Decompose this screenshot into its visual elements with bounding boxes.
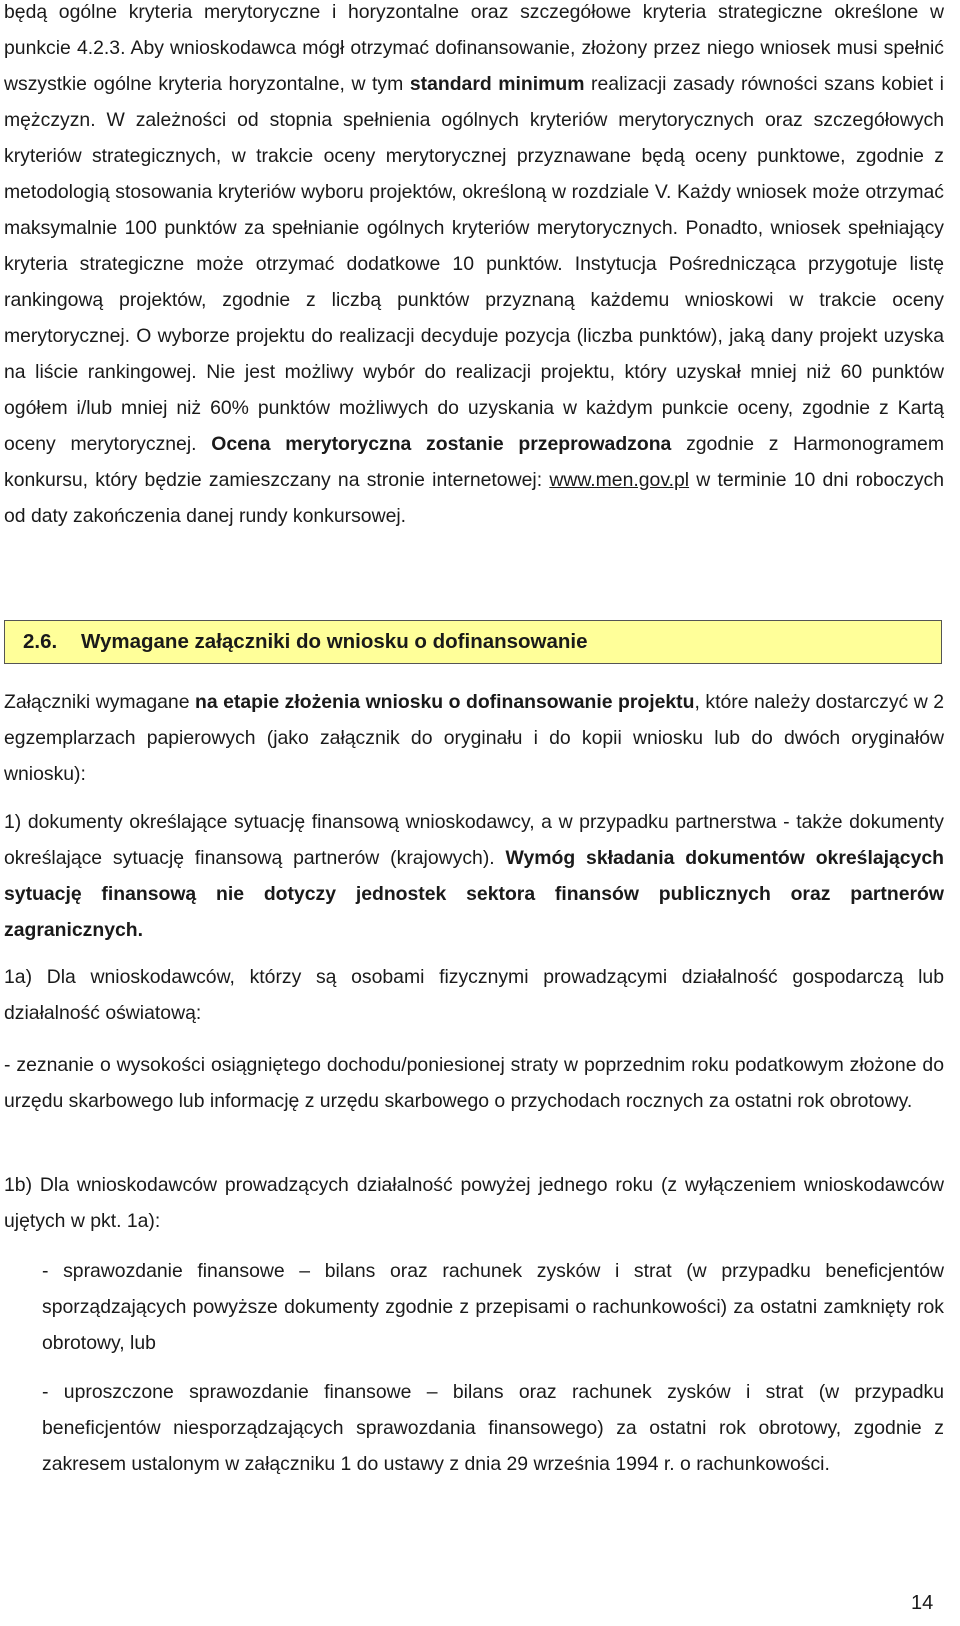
item-1b-text: 1b) Dla wnioskodawców prowadzących działalność powyżej jednego roku (z wyłączeniem wnioskodawców ujętych w pkt. 1a):: [4, 1174, 944, 1232]
intro-bold-assessment: Ocena merytoryczna zostanie przeprowadzona: [211, 433, 672, 455]
page-number: 14: [911, 1592, 934, 1614]
intro-text-2: realizacji zasady równości szans kobiet i mężczyzn. W zależności od stopnia spełnienia ogólnych kryteriów merytorycznych oraz szczegółowych kryteriów strategicznych, w trakcie oceny merytorycznej przyznawane będą oceny punktowe, zgodnie z metodologią stosowania kryteriów wyboru projektów, określoną w rozdziale V. Każdy wniosek może otrzymać maksymalnie 100 punktów za spełnianie ogólnych kryteriów merytorycznych. Ponadto, wniosek spełniający kryteria strategiczne może otrzymać dodatkowe 10 punktów. Instytucja Pośrednicząca przygotuje listę rankingową projektów, zgodnie z liczbą punktów przyznaną każdemu wnioskowi w trakcie oceny merytorycznej. O wyborze projektu do realizacji decyduje pozycja (liczba punktów), jaką dany projekt uzyska na liście rankingowej. Nie jest możliwy wybór do realizacji projektu, który uzyskał mniej niż 60 punktów ogółem i/lub mniej niż 60% punktów możliwych do uzyskania w każdym punkcie oceny, zgodnie z Kartą oceny merytorycznej.: [4, 73, 944, 455]
item-1b-detail-1-text: - sprawozdanie finansowe – bilans oraz rachunek zysków i strat (w przypadku beneficjentów sporządzających powyższe dokumenty zgodnie z przepisami o rachunkowości) za ostatni zamknięty rok obrotowy, lub: [42, 1260, 944, 1354]
attachments-text-2: , które należy dostarczyć w 2 egzemplarzach papierowych (jako załącznik do oryginału i do kopii wniosku lub do dwóch oryginałów wniosku):: [4, 691, 944, 785]
section-heading-box: [4, 620, 942, 664]
item-1a-detail-paragraph: [4, 1047, 944, 1119]
item-1-paragraph: [4, 804, 944, 948]
intro-text-4: w terminie 10 dni roboczych od daty zakończenia danej rundy konkursowej.: [4, 469, 944, 527]
section-title: Wymagane załączniki do wniosku o dofinansowanie: [81, 630, 588, 653]
intro-text-3: zgodnie z Harmonogramem konkursu, który będzie zamieszczany na stronie internetowej:: [4, 433, 944, 491]
intro-text-1: będą ogólne kryteria merytoryczne i horyzontalne oraz szczegółowe kryteria strategiczne określone w punkcie 4.2.3. Aby wnioskodawca mógł otrzymać dofinansowanie, złożony przez niego wniosek musi spełnić wszystkie ogólne kryteria horyzontalne, w tym: [4, 1, 944, 95]
attachments-bold: na etapie złożenia wniosku o dofinansowanie projektu: [194, 691, 695, 713]
item-1b-detail-1-paragraph: [42, 1253, 944, 1361]
intro-bold-standard: standard minimum: [409, 73, 585, 95]
item-1-text: 1) dokumenty określające sytuację finansową wnioskodawcy, a w przypadku partnerstwa - także dokumenty określające sytuację finansową partnerów (krajowych).: [4, 811, 944, 869]
section-number: 2.6.: [23, 630, 58, 653]
item-1a-detail-text: - zeznanie o wysokości osiągniętego dochodu/poniesionej straty w poprzednim roku podatkowym złożone do urzędu skarbowego lub informację z urzędu skarbowego o przychodach rocznych za ostatni rok obrotowy.: [4, 1054, 944, 1112]
item-1a-text: 1a) Dla wnioskodawców, którzy są osobami fizycznymi prowadzącymi działalność gospodarczą lub działalność oświatową:: [4, 966, 944, 1024]
website-link[interactable]: www.men.gov.pl: [549, 469, 690, 491]
document-page: [4, 0, 944, 534]
intro-paragraph: [4, 0, 944, 534]
item-1b-detail-2-paragraph: [42, 1374, 944, 1482]
item-1a-paragraph: [4, 959, 944, 1031]
item-1b-detail-2-text: - uproszczone sprawozdanie finansowe – bilans oraz rachunek zysków i strat (w przypadku beneficjentów niesporządzających sprawozdania finansowego) za ostatni rok obrotowy, zgodnie z zakresem ustalonym w załączniku 1 do ustawy z dnia 29 września 1994 r. o rachunkowości.: [42, 1381, 944, 1475]
attachments-text-1: Załączniki wymagane: [4, 691, 195, 713]
attachments-paragraph: [4, 684, 944, 792]
item-1-bold: Wymóg składania dokumentów określających sytuację finansową nie dotyczy jednostek sektora finansów publicznych oraz partnerów zagranicznych.: [4, 847, 944, 941]
item-1b-paragraph: [4, 1167, 944, 1239]
